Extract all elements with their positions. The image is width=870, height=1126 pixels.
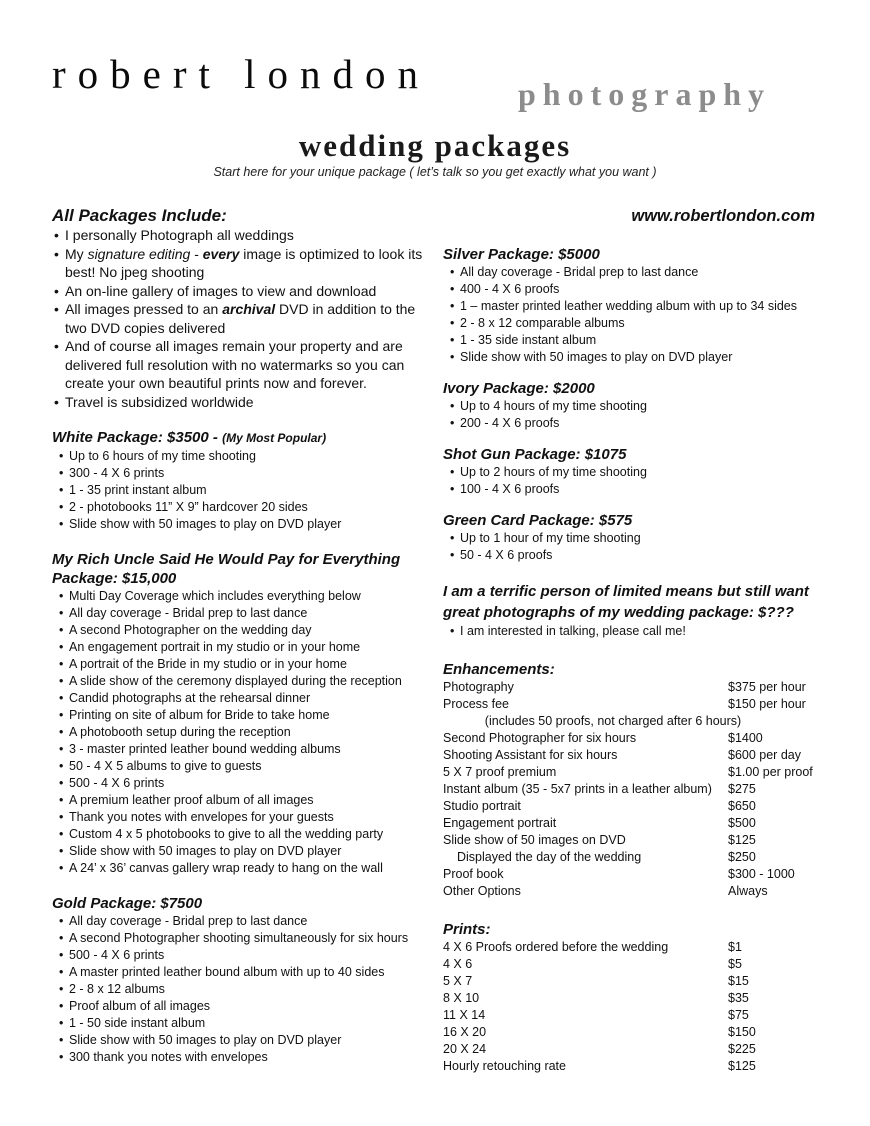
row-price: $600 per day	[728, 748, 801, 762]
table-row	[443, 730, 823, 747]
item-strong: every	[202, 245, 240, 262]
silver-package-list	[443, 264, 823, 366]
section-heading: All Packages Include:	[52, 206, 227, 225]
table-row	[443, 713, 823, 730]
list-item: • A portrait of the Bride in my studio or in your home	[52, 656, 437, 673]
row-price: $1400	[728, 731, 763, 745]
row-price: $1	[728, 940, 742, 954]
row-price: $15	[728, 974, 749, 988]
list-item: • 3 - master printed leather bound wedding albums	[52, 741, 437, 758]
prints-table	[443, 939, 823, 1075]
row-price: $375 per hour	[728, 680, 806, 694]
row-price: $250	[728, 850, 756, 864]
section-heading: My Rich Uncle Said He Would Pay for Everything Package: $15,000	[52, 551, 401, 587]
section-heading: Shot Gun Package: $1075	[443, 446, 627, 463]
table-row	[443, 956, 823, 973]
row-label: Shooting Assistant for six hours	[443, 748, 618, 762]
table-row	[443, 781, 823, 798]
silver-package-section	[443, 245, 823, 366]
section-heading: I am a terrific person of limited means but still want great photographs of my wedding package: $???	[443, 583, 809, 621]
list-item: • 1 - 35 print instant album	[52, 482, 437, 499]
table-row	[443, 1058, 823, 1075]
table-row	[443, 973, 823, 990]
row-label: Second Photographer for six hours	[443, 731, 637, 745]
row-price: $75	[728, 1008, 749, 1022]
row-label: 4 X 6	[443, 957, 473, 971]
row-label: Process fee	[443, 697, 510, 711]
list-item: • Up to 6 hours of my time shooting	[52, 448, 437, 465]
list-item	[52, 245, 437, 282]
row-price: $150	[728, 1025, 756, 1039]
table-row	[443, 696, 823, 713]
table-row	[443, 747, 823, 764]
item-text: All images pressed to an	[65, 301, 223, 317]
row-price: $1.00 per proof	[728, 765, 813, 779]
list-item: • A 24’ x 36’ canvas gallery wrap ready to hang on the wall	[52, 860, 437, 877]
section-heading: Enhancements:	[443, 661, 555, 678]
row-price: $35	[728, 991, 749, 1005]
list-item: • An on-line gallery of images to view and download	[52, 282, 437, 301]
list-item: • 50 - 4 X 6 proofs	[443, 547, 823, 564]
row-price: $300 - 1000	[728, 867, 795, 881]
website-link[interactable]: www.robertlondon.com	[631, 207, 815, 225]
list-item: • 1 – master printed leather wedding album with up to 34 sides	[443, 298, 823, 315]
item-text: -	[190, 245, 203, 262]
gold-package-section	[52, 894, 437, 1066]
rich-uncle-package-section	[52, 550, 437, 877]
section-heading: Ivory Package: $2000	[443, 380, 595, 397]
table-row	[443, 764, 823, 781]
row-label: Instant album (35 - 5x7 prints in a leather album)	[443, 782, 712, 796]
list-item: • All day coverage - Bridal prep to last dance	[52, 605, 437, 622]
row-price: $500	[728, 816, 756, 830]
list-item: • I personally Photograph all weddings	[52, 226, 437, 245]
list-item: • 50 - 4 X 5 albums to give to guests	[52, 758, 437, 775]
list-item: • I am interested in talking, please call me!	[443, 623, 823, 640]
list-item: • A master printed leather bound album with up to 40 sides	[52, 964, 437, 981]
table-row	[443, 883, 823, 900]
white-package-list	[52, 448, 437, 533]
list-item: • All day coverage - Bridal prep to last dance	[52, 913, 437, 930]
ivory-package-list	[443, 398, 823, 432]
table-row	[443, 798, 823, 815]
row-label: Engagement portrait	[443, 816, 557, 830]
list-item: • An engagement portrait in my studio or in your home	[52, 639, 437, 656]
table-row	[443, 1024, 823, 1041]
list-item: • 200 - 4 X 6 proofs	[443, 415, 823, 432]
section-heading: Gold Package: $7500	[52, 895, 203, 912]
row-price: $125	[728, 833, 756, 847]
list-item: • Multi Day Coverage which includes everything below	[52, 588, 437, 605]
list-item: • 500 - 4 X 6 prints	[52, 947, 437, 964]
list-item: • 2 - photobooks 11” X 9” hardcover 20 sides	[52, 499, 437, 516]
document-title: wedding packages	[298, 128, 572, 163]
item-strong: archival	[222, 301, 276, 317]
brand-subtitle: photography	[518, 76, 772, 112]
row-price: $5	[728, 957, 742, 971]
table-row	[443, 849, 823, 866]
list-item: • And of course all images remain your property and are delivered full resolution with no watermarks so you can create your own beautiful prints now and forever.	[52, 337, 437, 393]
white-package-section	[52, 428, 437, 533]
item-text: image is optimized to look its best! No jpeg shooting	[65, 245, 423, 280]
list-item	[52, 300, 437, 337]
list-item: • Slide show with 50 images to play on DVD player	[443, 349, 823, 366]
row-label: 4 X 6 Proofs ordered before the wedding	[443, 940, 669, 954]
row-label: 5 X 7	[443, 974, 473, 988]
list-item: • 500 - 4 X 6 prints	[52, 775, 437, 792]
row-label: 5 X 7 proof premium	[443, 765, 557, 779]
section-heading: Silver Package: $5000	[443, 246, 600, 263]
list-item: • Proof album of all images	[52, 998, 437, 1015]
row-label: Displayed the day of the wedding	[457, 850, 642, 864]
row-price: $225	[728, 1042, 756, 1056]
list-item: • A premium leather proof album of all images	[52, 792, 437, 809]
item-text: My	[65, 245, 88, 262]
row-label: Studio portrait	[443, 799, 521, 813]
right-column	[443, 245, 823, 1075]
list-item: • 1 - 50 side instant album	[52, 1015, 437, 1032]
list-item: • Slide show with 50 images to play on DVD player	[52, 516, 437, 533]
all-packages-list	[52, 226, 437, 411]
row-label: (includes 50 proofs, not charged after 6 hours)	[484, 714, 742, 728]
row-label: 11 X 14	[443, 1008, 486, 1022]
list-item: • Up to 1 hour of my time shooting	[443, 530, 823, 547]
document-subtitle: Start here for your unique package ( let’s talk so you get exactly what you want )	[213, 165, 657, 179]
list-item: • Travel is subsidized worldwide	[52, 393, 437, 412]
table-row	[443, 939, 823, 956]
shotgun-package-section	[443, 445, 823, 498]
section-heading: Prints:	[443, 921, 491, 938]
list-item: • 2 - 8 x 12 comparable albums	[443, 315, 823, 332]
list-item: • A photobooth setup during the reception	[52, 724, 437, 741]
row-price: $150 per hour	[728, 697, 806, 711]
section-heading: Green Card Package: $575	[443, 512, 633, 529]
prints-section	[443, 920, 823, 1075]
section-heading	[52, 428, 437, 448]
greencard-package-section	[443, 511, 823, 564]
row-label: Hourly retouching rate	[443, 1059, 566, 1073]
list-item: • A second Photographer on the wedding day	[52, 622, 437, 639]
heading-note: (My Most Popular)	[222, 431, 327, 445]
greencard-package-list	[443, 530, 823, 564]
terrific-package-list	[443, 623, 823, 640]
list-item: • 1 - 35 side instant album	[443, 332, 823, 349]
row-label: Photography	[443, 680, 514, 694]
item-emphasis: signature editing	[87, 245, 191, 262]
ivory-package-section	[443, 379, 823, 432]
list-item: • Slide show with 50 images to play on DVD player	[52, 1032, 437, 1049]
list-item: • Thank you notes with envelopes for your guests	[52, 809, 437, 826]
row-label: 20 X 24	[443, 1042, 487, 1056]
list-item: • A second Photographer shooting simultaneously for six hours	[52, 930, 437, 947]
all-packages-section	[52, 205, 437, 411]
row-price: Always	[728, 884, 768, 898]
list-item: • 300 - 4 X 6 prints	[52, 465, 437, 482]
enhancements-table	[443, 679, 823, 900]
list-item: • Candid photographs at the rehearsal dinner	[52, 690, 437, 707]
table-row	[443, 679, 823, 696]
row-label: 16 X 20	[443, 1025, 487, 1039]
left-column	[52, 205, 437, 1066]
enhancements-section	[443, 660, 823, 900]
list-item: • Up to 2 hours of my time shooting	[443, 464, 823, 481]
brand-name: robert london	[52, 51, 431, 97]
list-item: • 300 thank you notes with envelopes	[52, 1049, 437, 1066]
row-price: $275	[728, 782, 756, 796]
rich-uncle-package-list	[52, 588, 437, 877]
table-row	[443, 832, 823, 849]
list-item: • 2 - 8 x 12 albums	[52, 981, 437, 998]
table-row	[443, 866, 823, 883]
row-price: $650	[728, 799, 756, 813]
row-label: Other Options	[443, 884, 521, 898]
terrific-package-section	[443, 581, 823, 640]
table-row	[443, 990, 823, 1007]
row-label: Slide show of 50 images on DVD	[443, 833, 626, 847]
list-item: • Up to 4 hours of my time shooting	[443, 398, 823, 415]
list-item: • 100 - 4 X 6 proofs	[443, 481, 823, 498]
table-row	[443, 1007, 823, 1024]
list-item: • All day coverage - Bridal prep to last dance	[443, 264, 823, 281]
row-label: 8 X 10	[443, 991, 480, 1005]
row-price: $125	[728, 1059, 756, 1073]
row-label: Proof book	[443, 867, 504, 881]
heading-text: White Package: $3500 -	[52, 429, 223, 446]
item-text: DVD in addition to the two DVD copies delivered	[65, 301, 416, 336]
list-item: • Slide show with 50 images to play on DVD player	[52, 843, 437, 860]
gold-package-list	[52, 913, 437, 1066]
shotgun-package-list	[443, 464, 823, 498]
list-item: • 400 - 4 X 6 proofs	[443, 281, 823, 298]
list-item: • Custom 4 x 5 photobooks to give to all the wedding party	[52, 826, 437, 843]
table-row	[443, 1041, 823, 1058]
table-row	[443, 815, 823, 832]
list-item: • A slide show of the ceremony displayed during the reception	[52, 673, 437, 690]
list-item: • Printing on site of album for Bride to take home	[52, 707, 437, 724]
